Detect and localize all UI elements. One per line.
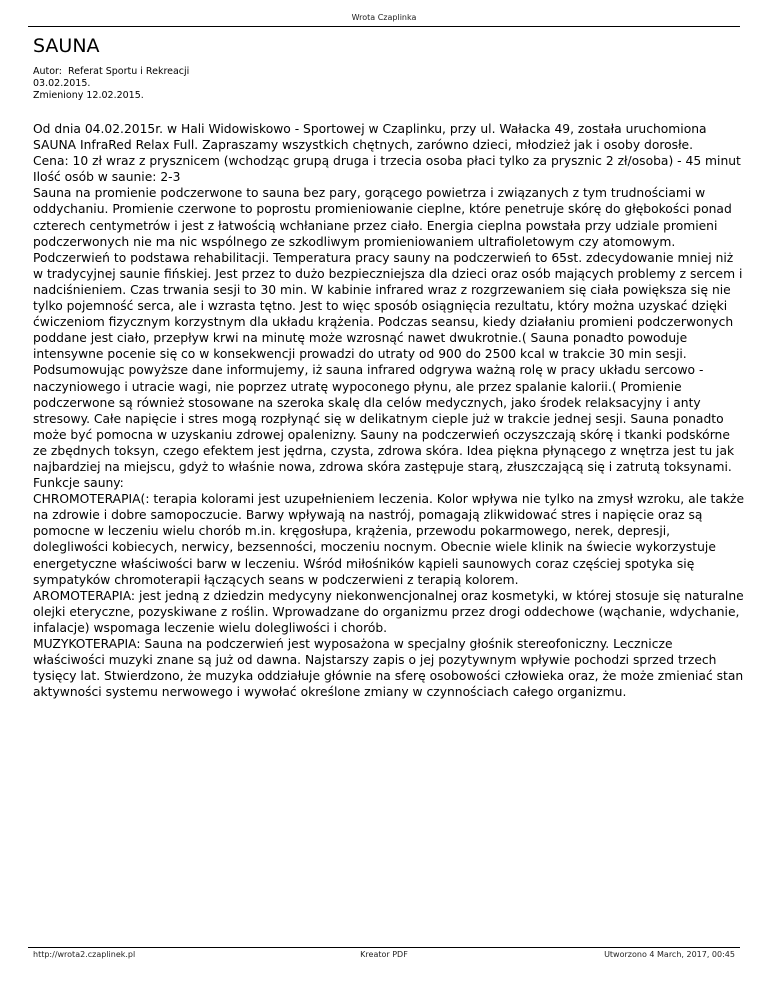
author-line: Autor: Referat Sportu i Rekreacji xyxy=(33,66,190,77)
publish-date: 03.02.2015. xyxy=(33,77,91,89)
header-divider xyxy=(28,26,740,27)
paragraph: Sauna na promienie podczerwone to sauna bez pary, gorącego powietrza i związanych z tym trudnościami w oddychaniu. Promienie czerwone to poprostu promieniowanie cieplne, które penetruje skórę do głębokości ponad czterech centymetrów i jest z łatwością wchłaniane przez ciało. Energia cieplna powstała przy udziale promieni podczerwonych nie ma nic wspólnego ze szkodliwym promieniowaniem ultrafioletowym czy atomowym. xyxy=(33,186,732,249)
modified-date: Zmieniony 12.02.2015. xyxy=(33,89,144,101)
paragraph: Podsumowując powyższe dane informujemy, iż sauna infrared odgrywa ważną rolę w pracy układu sercowo - naczyniowego i utracie wagi, nie poprzez utratę wypoconego płynu, ale przez spalanie kalorii.( Promienie podczerwone są również stosowane na szeroka skalę dla celów medycznych, jako środek relaksacyjny i anty stresowy. Całe napięcie i stres mogą rozpłynąć się w delikatnym cieple już w trakcie jednej sesji. Sauna ponadto może być pomocna w uzyskaniu zdrowej opalenizny. Sauny na podczerwień oczyszczają skórę i tkanki podskórne ze zbędnych toksyn, czego efektem jest jędrna, czysta, zdrowa skóra. Idea piękna płynącego z wnętrza jest tu jak najbardziej na miejscu, gdyż to właśnie nowa, zdrowa skóra zastępuje starą, złuszczającą się i zatrutą toksynami. xyxy=(33,363,735,474)
paragraph: Funkcje sauny: xyxy=(33,476,124,491)
paragraph: Ilość osób w saunie: 2-3 xyxy=(33,170,181,185)
page-title: SAUNA xyxy=(33,35,100,57)
footer-divider xyxy=(28,947,740,948)
footer-url: http://wrota2.czaplinek.pl xyxy=(33,950,136,959)
paragraph: AROMOTERAPIA: jest jedną z dziedzin medycyny niekonwencjonalnej oraz kosmetyki, w której stosuje się naturalne olejki eteryczne, pozyskiwane z roślin. Wprowadzane do organizmu przez drogi oddechowe (wąchanie, wdychanie, infalacje) wspomaga leczenie wielu dolegliwości i chorób. xyxy=(33,588,744,635)
paragraph: MUZYKOTERAPIA: Sauna na podczerwień jest wyposażona w specjalny głośnik stereofoniczny. Lecznicze właściwości muzyki znane są już od dawna. Najstarszy zapis o jej pozytywnym wpływie pochodzi sprzed trzech tysięcy lat. Stwierdzono, że muzyka oddziałuje głównie na sferę osobowości człowieka oraz, że może zmieniać stan aktywności systemu nerwowego i wywołać określone zmiany w czynnościach całego organizmu. xyxy=(33,637,744,700)
footer-generator: Kreator PDF xyxy=(360,950,408,959)
paragraph: Od dnia 04.02.2015r. w Hali Widowiskowo - Sportowej w Czaplinku, przy ul. Wałacka 49, została uruchomiona SAUNA InfraRed Relax Full. Zapraszamy wszystkich chętnych, zarówno dzieci, młodzież jak i osoby dorosłe. xyxy=(33,122,707,153)
footer-created: Utworzono 4 March, 2017, 00:45 xyxy=(604,950,735,959)
article-meta xyxy=(33,66,189,101)
paragraph: Podczerwień to podstawa rehabilitacji. Temperatura pracy sauny na podczerwień to 65st. zdecydowanie mniej niż w tradycyjnej saunie fińskiej. Jest przez to dużo bezpieczniejsza dla dzieci oraz osób mających problemy z sercem i nadciśnieniem. Czas trwania sesji to 30 min. W kabinie infrared wraz z rozgrzewaniem się ciała powiększa się nie tylko pojemność serca, ale i wzrasta tętno. Jest to więc sposób osiągnięcia rezultatu, który można uzyskać dzięki ćwiczeniom fizycznym korzystnym dla układu krążenia. Podczas seansu, kiedy działaniu promieni podczerwonych poddane jest ciało, przepływ krwi na minutę może wzrosnąć nawet dwukrotnie.( Sauna ponadto powoduje intensywne pocenie się co w konsekwencji prowadzi do utraty od 900 do 2500 kcal w trakcie 30 min sesji. xyxy=(33,250,743,362)
site-header: Wrota Czaplinka xyxy=(351,13,417,22)
paragraph: CHROMOTERAPIA(: terapia kolorami jest uzupełnieniem leczenia. Kolor wpływa nie tylko na zmysł wzroku, ale także na zdrowie i dobre samopoczucie. Barwy wpływają na nastrój, pomagają zlikwidować stres i napięcie oraz są pomocne w leczeniu wielu chorób m.in. kręgosłupa, krążenia, przewodu pokarmowego, nerek, depresji, dolegliwości kobiecych, nerwicy, bezsenności, moczeniu nocnym. Obecnie wiele klinik na świecie wykorzystuje energetyczne właściwości barw w leczeniu. Wśród miłośników kąpieli saunowych coraz częściej spotyka się sympatyków chromoterapii łączących seans w podczerwieni z terapią kolorem. xyxy=(33,492,745,587)
paragraph: Cena: 10 zł wraz z prysznicem (wchodząc grupą druga i trzecia osoba płaci tylko za prysznic 2 zł/osoba) - 45 minut xyxy=(33,154,741,169)
article-body xyxy=(33,121,745,700)
